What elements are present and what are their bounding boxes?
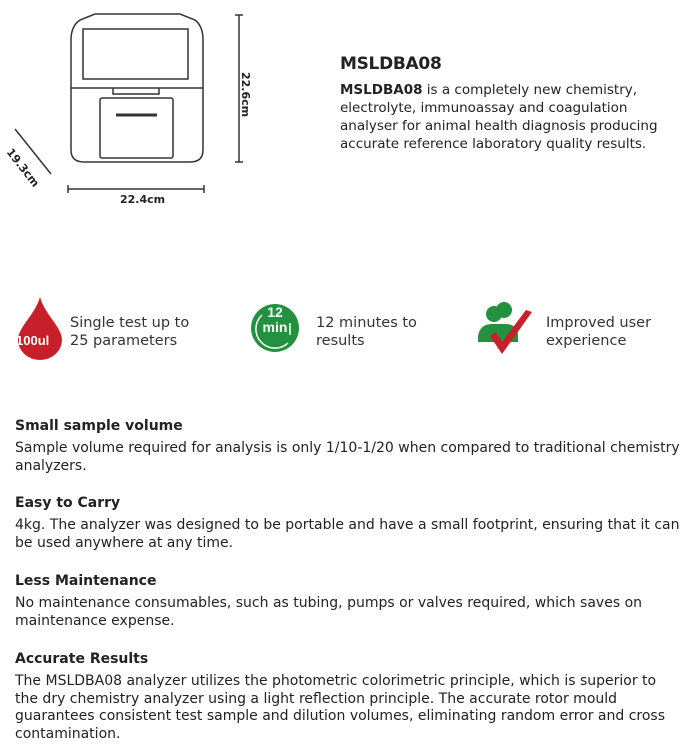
timer-label	[250, 305, 300, 335]
feature-line: 12 minutes to	[316, 315, 417, 331]
section-heading: Easy to Carry	[15, 495, 121, 511]
product-title: MSLDBA08	[340, 54, 442, 74]
timer-unit: min	[262, 319, 288, 335]
feature-line: experience	[546, 333, 627, 349]
feature-line: Single test up to	[70, 315, 190, 331]
width-dimension: 22.4cm	[120, 193, 166, 206]
analyzer-device-drawing	[0, 0, 280, 220]
feature-line: Improved user	[546, 315, 652, 331]
section-text: No maintenance consumables, such as tubing, pumps or valves required, which saves on maintenance expense.	[15, 595, 643, 629]
section-heading: Less Maintenance	[15, 573, 157, 589]
blood-drop-icon	[15, 295, 65, 361]
timer-number: 12	[267, 304, 283, 320]
section-accurate-results	[15, 651, 680, 743]
section-easy-carry	[15, 495, 680, 552]
user-check-icon	[476, 298, 538, 360]
feature-user-experience	[546, 314, 651, 350]
section-small-sample	[15, 418, 680, 475]
section-text: The MSLDBA08 analyzer utilizes the photometric colorimetric principle, which is superior to the dry chemistry analyzer using a light reflection principle. The accurate rotor mould guarantees consistent test sample and dilution volumes, eliminating random error and cross contamination.	[15, 673, 666, 742]
description-text: is a completely new chemistry, electrolyte, immunoassay and coagulation analyser for animal health diagnosis producing accurate reference laboratory quality results.	[340, 82, 658, 152]
section-text: Sample volume required for analysis is only 1/10-1/20 when compared to traditional chemistry analyzers.	[15, 440, 680, 474]
drop-label: 100ul	[16, 333, 50, 348]
height-dimension: 22.6cm	[239, 72, 252, 118]
section-less-maintenance	[15, 573, 680, 630]
description-model: MSLDBA08	[340, 82, 423, 98]
feature-line: results	[316, 333, 365, 349]
feature-single-test	[70, 314, 189, 350]
section-heading: Accurate Results	[15, 651, 149, 667]
feature-12-minutes	[316, 314, 417, 350]
depth-dimension: 19.3cm	[3, 146, 42, 190]
section-heading: Small sample volume	[15, 418, 183, 434]
feature-line: 25 parameters	[70, 333, 178, 349]
section-text: 4kg. The analyzer was designed to be portable and have a small footprint, ensuring that it can be used anywhere at any time.	[15, 517, 680, 551]
product-description	[340, 81, 660, 153]
